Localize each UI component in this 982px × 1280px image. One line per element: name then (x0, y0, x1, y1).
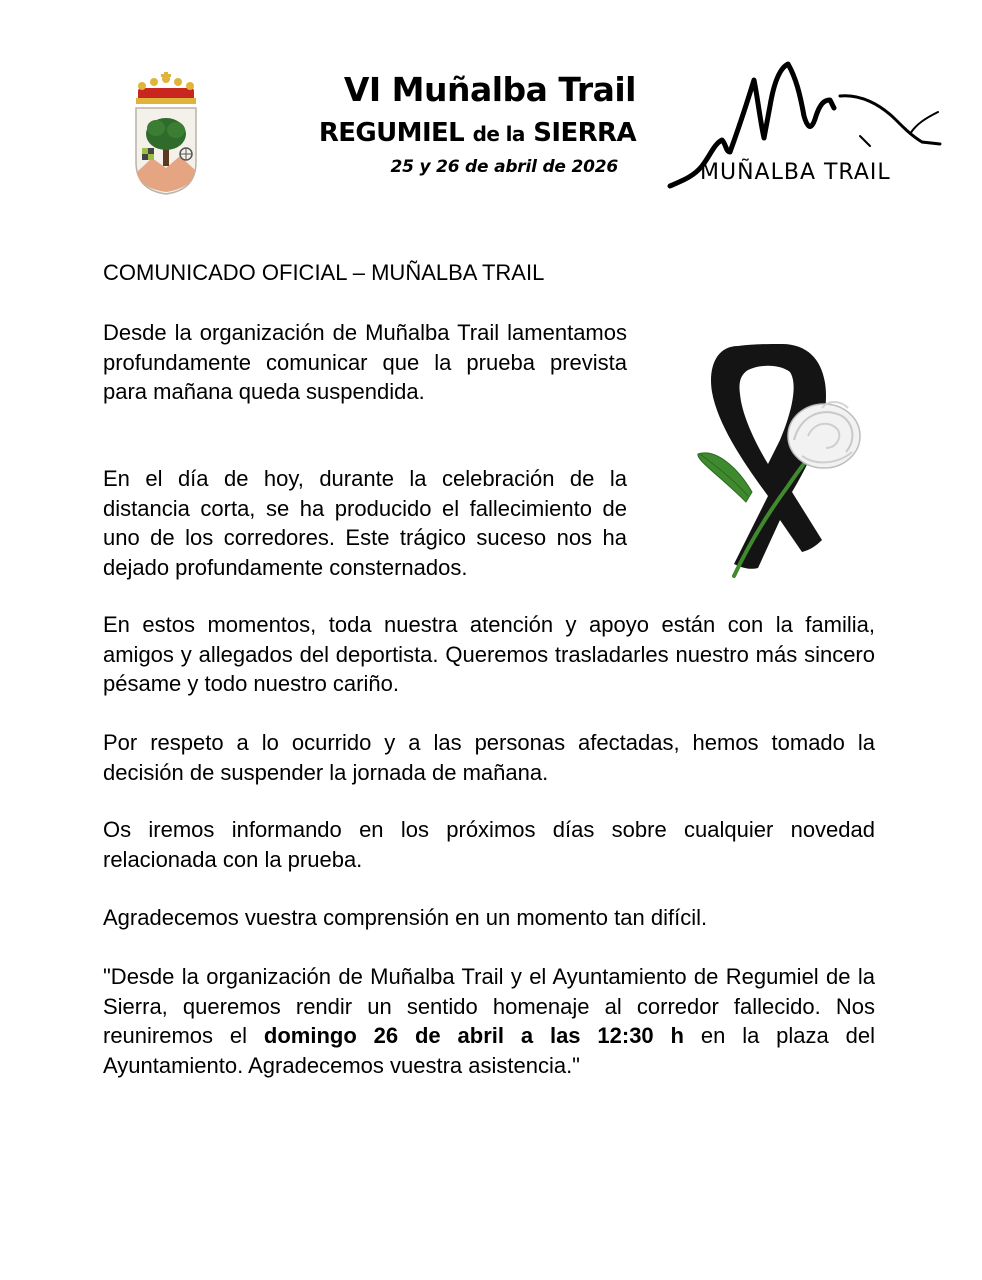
tribute-text-end: en la plaza del Ayuntamiento. Agradecemos vuestra asistencia." (103, 1023, 876, 1078)
tribute-text-start: "Desde la organización de Muñalba Trail y el Ayuntamiento de Regumiel de la Sierra, queremos rendir un sentido homenaje al corredor fallecido. Nos reuniremos el (103, 964, 875, 1048)
tribute-datetime: domingo 26 de abril a las 12:30 h (263, 1023, 684, 1048)
paragraph-decision: Por respeto a lo ocurrido y a las personas afectadas, hemos tomado la decisión de suspender la jornada de mañana. (103, 730, 875, 785)
location-part-2: SIERRA (524, 118, 636, 148)
event-location (260, 118, 636, 148)
coat-of-arms-icon (130, 72, 202, 196)
paragraph-incident: En el día de hoy, durante la celebración de la distancia corta, se ha producido el fallecimiento de uno de los corredores. Este trágico suceso nos ha dejado profundamente consternados. (103, 466, 627, 580)
statement-heading: COMUNICADO OFICIAL – MUÑALBA TRAIL (103, 260, 545, 285)
paragraph-updates: Os iremos informando en los próximos días sobre cualquier novedad relacionada con la prueba. (103, 817, 875, 872)
location-part-1: REGUMIEL (318, 118, 473, 148)
location-connector: de la (472, 122, 525, 146)
mourning-ribbon-icon (676, 336, 866, 584)
paragraph-suspension: Desde la organización de Muñalba Trail lamentamos profundamente comunicar que la prueba prevista para mañana queda suspendida. (103, 320, 627, 404)
event-date: 25 y 26 de abril de 2026 (390, 157, 618, 177)
paragraph-condolences: En estos momentos, toda nuestra atención y apoyo están con la familia, amigos y allegados del deportista. Queremos trasladarles nuestro más sincero pésame y todo nuestro cariño. (103, 612, 875, 696)
logo-wordmark: MUÑALBA TRAIL (700, 160, 891, 185)
paragraph-tribute (103, 962, 875, 1080)
paragraph-thanks: Agradecemos vuestra comprensión en un momento tan difícil. (103, 905, 708, 930)
event-title: VI Muñalba Trail (343, 70, 636, 109)
